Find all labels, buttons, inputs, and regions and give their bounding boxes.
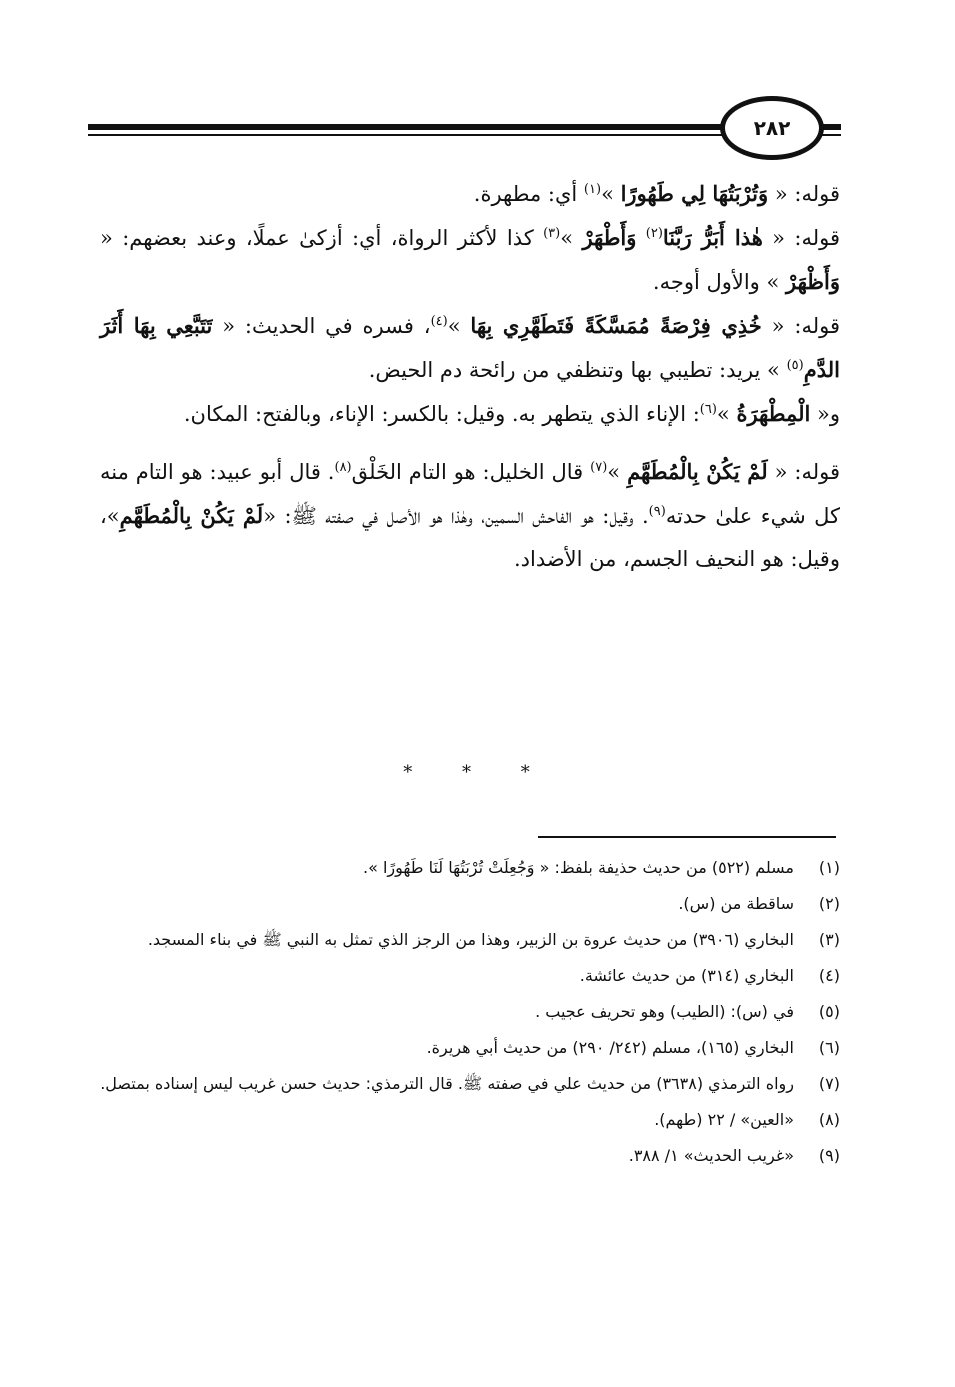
footnote-text: مسلم (٥٢٢) من حديث حذيفة بلفظ: « وَجُعِلَتْ تُرْبَتُهَا لَنَا طَهُورًا ». xyxy=(363,858,794,877)
text-run: أي: مطهرة. xyxy=(473,182,584,206)
footnote-number: (٧) xyxy=(818,1074,840,1093)
footnote-number: (٢) xyxy=(818,894,840,913)
footnote xyxy=(96,1032,840,1064)
header-rule xyxy=(88,124,736,130)
footnote-rule xyxy=(538,836,836,838)
text-run: » والأول أوجه. xyxy=(652,270,787,294)
text-run: ، فسره في الحديث: « xyxy=(212,314,431,338)
footnote-number: (٩) xyxy=(818,1146,840,1165)
footnote xyxy=(96,1140,840,1172)
footnote xyxy=(96,1104,840,1136)
footnote-number: (٤) xyxy=(818,966,840,985)
text-run: : الإناء الذي يتطهر به. وقيل: بالكسر: الإناء، وبالفتح: المكان. xyxy=(183,402,700,426)
footnote xyxy=(96,852,840,884)
footnote xyxy=(96,996,840,1028)
text-run: . وقيل: هو الفاحش السمين، وهٰذا هو الأصل في صفته ﷺ: « xyxy=(263,504,649,528)
paragraph xyxy=(100,304,840,392)
text-run: »، وقيل: هو النحيف الجسم، من الأضداد. xyxy=(100,504,840,571)
text-run: » xyxy=(607,460,628,484)
footnote-ref: (٨) xyxy=(334,460,352,475)
main-text xyxy=(100,172,840,581)
text-run: قوله: « xyxy=(761,314,840,338)
quoted-hadith: لَمْ يَكُنْ بِالْمُطَهَّمِ xyxy=(119,503,264,528)
text-run: قوله: « xyxy=(767,460,840,484)
footnote-number: (٦) xyxy=(818,1038,840,1057)
footnote xyxy=(96,960,840,992)
quoted-hadith: وَأَطْهَرْ xyxy=(582,225,637,250)
text-run: » xyxy=(601,182,621,206)
paragraph xyxy=(100,172,840,216)
quoted-hadith: الْمِطْهَرَةُ xyxy=(736,401,811,426)
footnote xyxy=(96,1068,840,1100)
footnote-text: البخاري (١٦٥)، مسلم (٢٤٢/ ٢٩٠) من حديث أبي هريرة. xyxy=(426,1038,794,1057)
footnote-number: (١) xyxy=(818,858,840,877)
footnote-text: البخاري (٣١٤) من حديث عائشة. xyxy=(579,966,794,985)
paragraph xyxy=(100,392,840,436)
footnote-ref: (٦) xyxy=(699,402,717,417)
text-run: كذا لأكثر الرواة، أي: أزكىٰ عملًا، وعند بعضهم: « xyxy=(100,226,544,250)
page-number-badge xyxy=(720,96,824,160)
quoted-hadith: خُذِي فِرْصَةً مُمَسَّكَةً فَتَطَهَّرِي بِهَا xyxy=(470,313,762,338)
footnote-ref: (١) xyxy=(583,182,602,197)
footnote-ref: (٧) xyxy=(590,460,608,475)
text-run: » xyxy=(447,314,471,338)
footnote xyxy=(96,888,840,920)
quoted-hadith: تَتَبَّعِي بِهَا أَثَرَ الدَّمِ xyxy=(100,313,840,382)
quoted-hadith: لَمْ يَكُنْ بِالْمُطَهَّمِ xyxy=(627,459,768,484)
footnote-text: ساقطة من (س). xyxy=(678,894,794,913)
text-run: قوله: « xyxy=(768,182,840,206)
text-run: قوله: « xyxy=(762,226,840,250)
footnote-number: (٣) xyxy=(818,930,840,949)
text-run: . قال أبو عبيد: هو التام منه كل شيء علىٰ حدته xyxy=(100,460,840,528)
footnote-ref: (٤) xyxy=(430,314,448,329)
footnote-ref: (٣) xyxy=(543,226,561,241)
footnote-ref: (٢) xyxy=(645,226,663,241)
footnote-ref: (٥) xyxy=(786,358,804,373)
paragraph xyxy=(100,216,840,304)
text-run: » xyxy=(716,402,737,426)
quoted-hadith: هٰذا أَبَرُّ رَبَّنَا xyxy=(662,225,763,250)
quoted-hadith: وَتُرْبَتُهَا لِي طَهُورًا xyxy=(620,181,769,206)
text-run: » xyxy=(560,226,583,250)
footnote-text: «العين» / ٢٢ (طهم). xyxy=(654,1110,794,1129)
footnote-number: (٨) xyxy=(818,1110,840,1129)
header-rule-thin xyxy=(88,134,736,136)
text-run xyxy=(636,226,645,250)
paragraph xyxy=(100,450,840,581)
paragraph-gap xyxy=(100,436,840,450)
text-run: » يريد: تطيبي بها وتنظفي من رائحة دم الحيض. xyxy=(368,358,787,382)
footnote-text: البخاري (٣٩٠٦) من حديث عروة بن الزبير، وهذا من الرجز الذي تمثل به النبي ﷺ في بناء المسجد. xyxy=(147,930,794,949)
text-run: قال الخليل: هو التام الخَلْق xyxy=(351,460,591,484)
text-run: و« xyxy=(810,402,840,426)
footnotes xyxy=(96,852,840,1176)
page-number: ٢٨٢ xyxy=(753,116,791,140)
footnote-text: رواه الترمذي (٣٦٣٨) من حديث علي في صفته ﷺ. قال الترمذي: حديث حسن غريب ليس إسناده بمتصل. xyxy=(100,1074,794,1093)
section-separator: * * * xyxy=(403,762,552,783)
footnote xyxy=(96,924,840,956)
footnote-number: (٥) xyxy=(818,1002,840,1021)
footnote-text: في (س): (الطيب) وهو تحريف عجيب . xyxy=(535,1002,794,1021)
footnote-text: «غريب الحديث» ١/ ٣٨٨. xyxy=(628,1146,794,1165)
quoted-hadith: وَأَظْهَرْ xyxy=(786,269,840,294)
footnote-ref: (٩) xyxy=(648,504,666,519)
